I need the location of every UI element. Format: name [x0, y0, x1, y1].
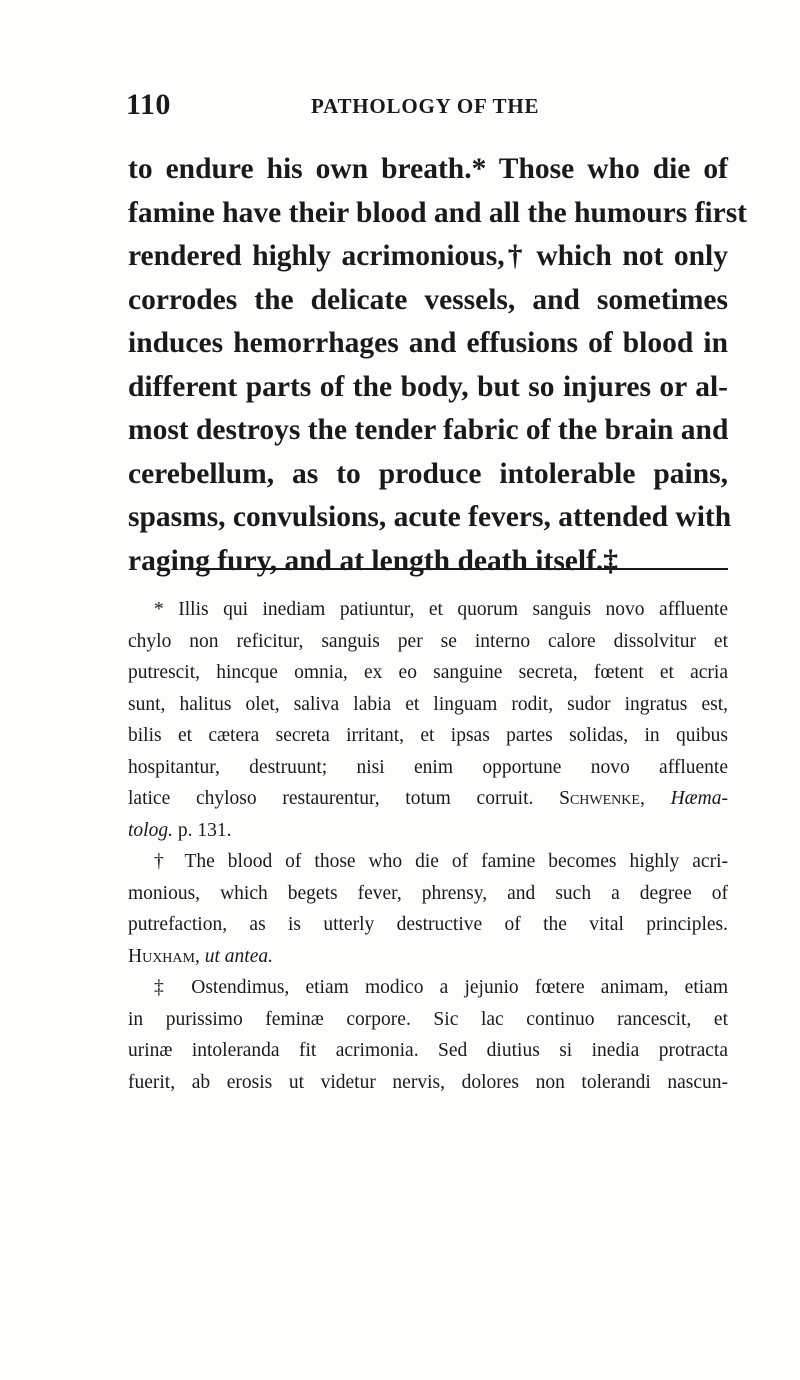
footnote-double-dagger [128, 972, 728, 1098]
footnote-line: monious, which begets fever, phrensy, and such a degree of [128, 882, 728, 904]
footnote-line: chylo non reficitur, sanguis per se interno calore dissolvitur et [128, 630, 728, 652]
running-head [126, 87, 686, 123]
footnote-text: latice chyloso restaurentur, totum corruit. [128, 788, 560, 809]
footnote-line: † The blood of those who die of famine becomes highly acri- [154, 851, 728, 872]
footnote-line [128, 941, 728, 973]
citation-reference: ut antea. [204, 945, 273, 967]
body-line: corrodes the delicate vessels, and sometimes [128, 283, 728, 316]
footnote-line: fuerit, ab erosis ut videtur nervis, dolores non tolerandi nascun- [128, 1071, 728, 1093]
body-line: spasms, convulsions, acute fevers, attended with [128, 501, 732, 533]
body-line: famine have their blood and all the humours first [128, 196, 747, 229]
body-line: to endure his own breath.* Those who die of [128, 153, 728, 185]
citation-page: p. 131. [172, 819, 232, 841]
footnote-line: bilis et cætera secreta irritant, et ipsas partes solidas, in quibus [128, 725, 728, 746]
footnote-star [128, 594, 728, 846]
main-paragraph [128, 148, 747, 583]
footnote-line: in purissimo feminæ corpore. Sic lac continuo rancescit, et [128, 1008, 728, 1030]
footnote-line [128, 783, 728, 815]
page-number: 110 [126, 88, 171, 121]
citation-author: Schwenke, [559, 788, 645, 809]
footnote-line: sunt, halitus olet, saliva labia et linguam rodit, sudor ingratus est, [128, 693, 728, 715]
footnote-dagger [128, 846, 728, 972]
citation-author: Huxham, [128, 945, 200, 967]
footnote-line: * Illis qui inediam patiuntur, et quorum sanguis novo affluente [154, 599, 728, 620]
running-head-title: PATHOLOGY OF THE [311, 94, 540, 118]
footnotes [128, 594, 728, 1098]
footnote-line: putrescit, hincque omnia, ex eo sanguine secreta, fœtent et acria [128, 662, 728, 683]
body-line: most destroys the tender fabric of the brain and [128, 414, 729, 446]
footnote-separator-rule [188, 568, 728, 570]
footnote-line [128, 815, 728, 847]
body-line: cerebellum, as to produce intolerable pains, [128, 457, 728, 490]
citation-work-continued: tolog. [128, 819, 173, 841]
body-line: rendered highly acrimonious,† which not only [128, 240, 728, 272]
citation-work: Hæma- [670, 788, 728, 809]
footnote-line: urinæ intoleranda fit acrimonia. Sed diutius si inedia protracta [128, 1040, 728, 1061]
footnote-line: ‡ Ostendimus, etiam modico a jejunio fœtere animam, etiam [154, 977, 728, 998]
footnote-line: hospitantur, destruunt; nisi enim opportune novo affluente [128, 756, 728, 778]
body-line: raging fury, and at length death itself.‡ [128, 544, 619, 577]
body-line: induces hemorrhages and effusions of blood in [128, 327, 728, 359]
body-line: different parts of the body, but so injures or al- [128, 370, 728, 403]
footnote-line: putrefaction, as is utterly destructive of the vital principles. [128, 914, 728, 935]
